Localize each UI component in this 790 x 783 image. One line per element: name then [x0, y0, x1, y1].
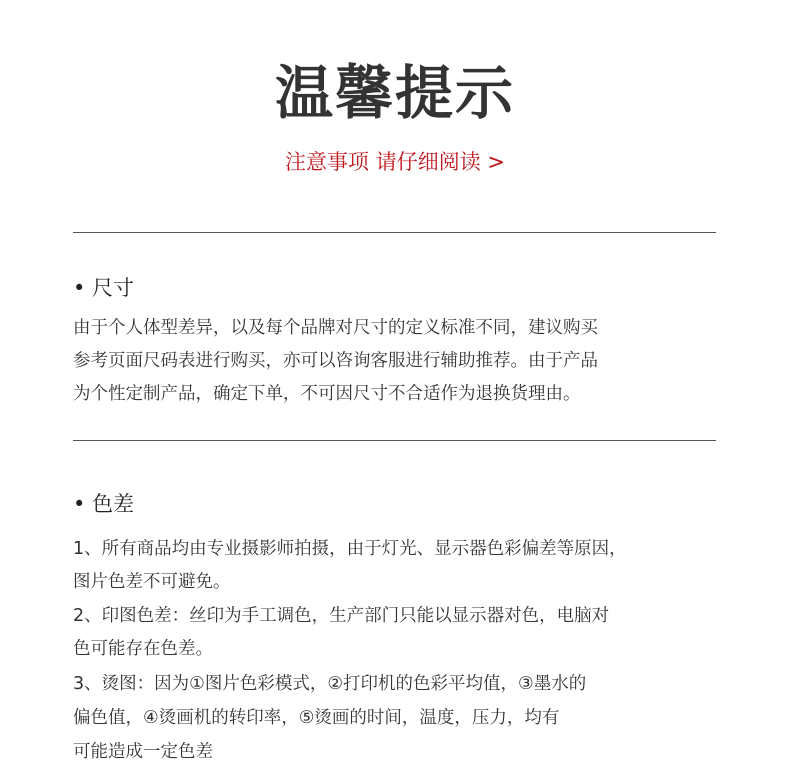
color-text-line: 3、烫图：因为①图片色彩模式，②打印机的色彩平均值，③墨水的 [73, 674, 587, 694]
subtitle-read-carefully: 注意事项 请仔细阅读 > [285, 150, 505, 174]
color-text-line: 图片色差不可避免。 [73, 572, 231, 592]
color-text-line: 1、所有商品均由专业摄影师拍摄，由于灯光、显示器色彩偏差等原因， [73, 539, 627, 559]
color-text-line: 色可能存在色差。 [73, 639, 213, 659]
divider [73, 440, 716, 441]
size-text-line: 参考页面尺码表进行购买，亦可以咨询客服进行辅助推荐。由于产品 [73, 351, 598, 371]
section-heading-color-difference: • 色差 [73, 492, 135, 516]
color-text-line: 2、印图色差：丝印为手工调色，生产部门只能以显示器对色，电脑对 [73, 606, 610, 626]
color-text-line: 偏色值，④烫画机的转印率，⑤烫画的时间，温度，压力，均有 [73, 708, 560, 728]
divider [73, 232, 716, 233]
color-text-line: 可能造成一定色差 [73, 742, 213, 762]
size-text-line: 由于个人体型差异，以及每个品牌对尺寸的定义标准不同，建议购买 [73, 318, 598, 338]
size-text-line: 为个性定制产品，确定下单，不可因尺寸不合适作为退换货理由。 [73, 384, 581, 404]
page-title: 温馨提示 [274, 59, 515, 127]
section-heading-size: • 尺寸 [73, 276, 135, 300]
